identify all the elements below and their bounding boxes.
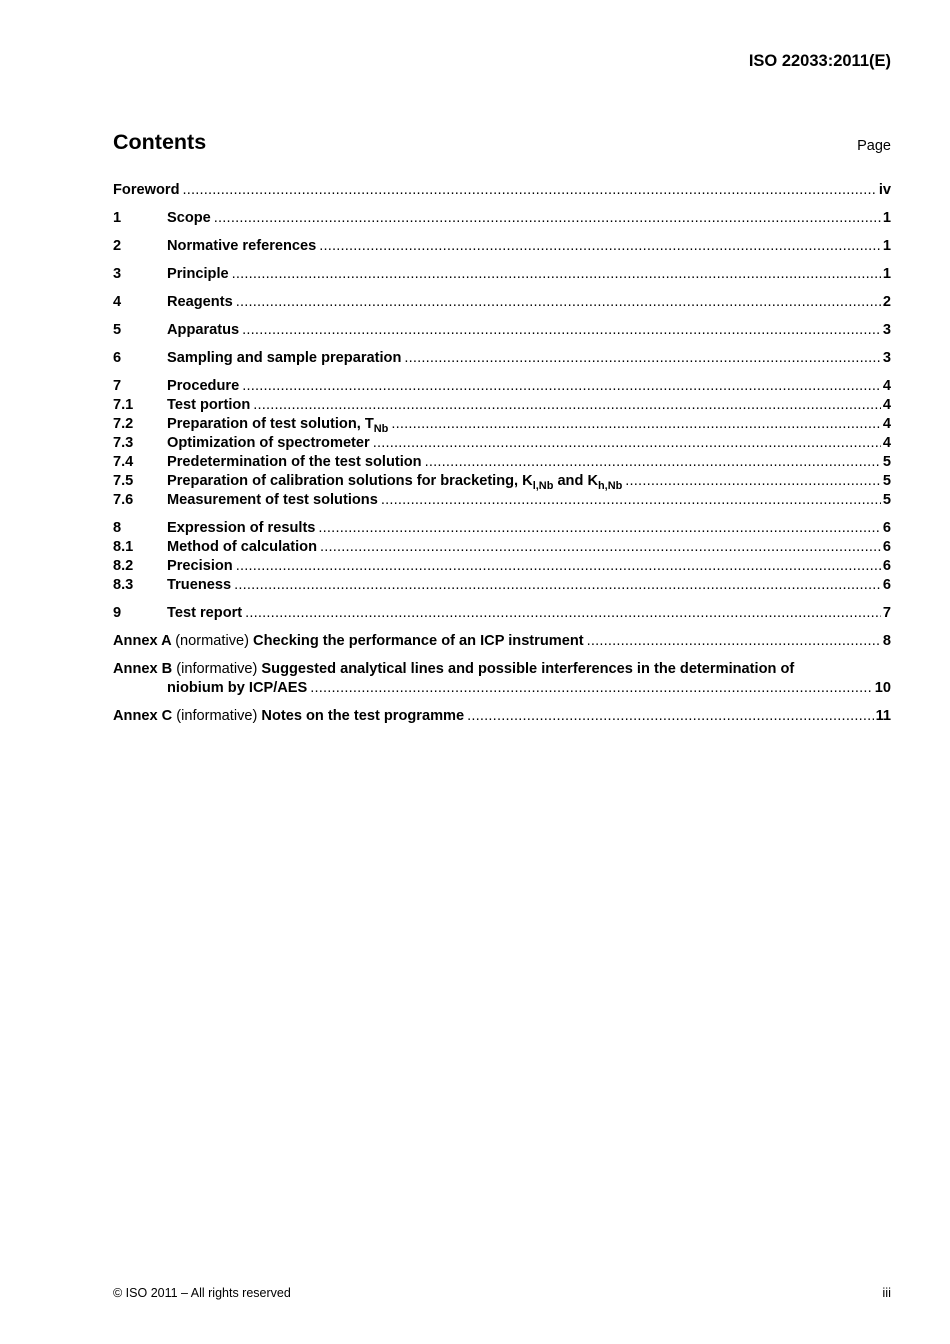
annex-title-continued: niobium by ICP/AES <box>167 680 308 696</box>
toc-title: Normative references <box>167 238 317 254</box>
toc-title: Scope <box>167 210 211 226</box>
toc-page: 11 <box>875 708 891 724</box>
toc-title <box>167 472 622 491</box>
toc-entry-7[interactable] <box>113 377 891 396</box>
toc-title-text: Preparation of calibration solutions for bracketing, K <box>167 473 533 489</box>
dot-leader <box>391 415 881 434</box>
toc-page: 1 <box>882 210 891 226</box>
toc-page: 2 <box>882 294 891 310</box>
toc-title <box>167 415 388 434</box>
dot-leader <box>234 576 881 595</box>
toc-page: 5 <box>882 492 891 508</box>
dot-leader <box>310 679 872 698</box>
toc-number: 7.1 <box>113 397 134 413</box>
annex-title: Notes on the test programme <box>261 708 465 724</box>
dot-leader <box>236 293 881 312</box>
dot-leader <box>373 434 881 453</box>
toc-title: Procedure <box>167 378 240 394</box>
toc-entry-annex-c[interactable] <box>113 707 891 726</box>
document-id: ISO 22033:2011(E) <box>748 52 891 70</box>
toc-entry-5[interactable] <box>113 321 891 340</box>
toc-title: Reagents <box>167 294 233 310</box>
dot-leader <box>242 377 881 396</box>
toc-page: 6 <box>882 539 891 555</box>
toc-number: 2 <box>113 238 122 254</box>
toc-entry-3[interactable] <box>113 265 891 284</box>
toc-title: Optimization of spectrometer <box>167 435 370 451</box>
toc-title: Apparatus <box>167 322 240 338</box>
annex-label: Annex C <box>113 708 173 724</box>
toc-number: 8.3 <box>113 577 134 593</box>
toc-title-subscript: Nb <box>373 422 389 435</box>
toc-number: 7.5 <box>113 473 134 489</box>
annex-b-first-line <box>113 660 891 679</box>
toc-entry-8[interactable] <box>113 519 891 538</box>
toc-page: iv <box>878 182 891 198</box>
toc-entry-foreword[interactable] <box>113 181 891 200</box>
toc-entry-7-3[interactable] <box>113 434 891 453</box>
toc-page: 3 <box>882 322 891 338</box>
toc-page: 10 <box>874 680 891 696</box>
annex-label: Annex B <box>113 661 173 677</box>
toc-page: 4 <box>882 378 891 394</box>
dot-leader <box>404 349 881 368</box>
toc-title: Test portion <box>167 397 251 413</box>
toc-page: 6 <box>882 520 891 536</box>
toc-page: 5 <box>882 473 891 489</box>
page-column-label: Page <box>857 138 891 154</box>
dot-leader <box>319 237 881 256</box>
toc-number: 7.4 <box>113 454 134 470</box>
dot-leader <box>245 604 881 623</box>
toc-title: Predetermination of the test solution <box>167 454 422 470</box>
toc-entry-annex-a[interactable] <box>113 632 891 651</box>
toc-title: Method of calculation <box>167 539 317 555</box>
toc-entry-4[interactable] <box>113 293 891 312</box>
toc-title: Expression of results <box>167 520 316 536</box>
toc-title: Sampling and sample preparation <box>167 350 402 366</box>
dot-leader <box>625 472 881 491</box>
toc-page: 6 <box>882 577 891 593</box>
toc-entry-1[interactable] <box>113 209 891 228</box>
toc-entry-annex-b[interactable] <box>113 660 891 698</box>
toc-number: 7.2 <box>113 416 134 432</box>
toc-title-subscript: h,Nb <box>597 479 623 492</box>
annex-title: Suggested analytical lines and possible interferences in the determination of <box>261 661 795 677</box>
toc-page: 1 <box>882 238 891 254</box>
toc-page: 1 <box>882 266 891 282</box>
table-of-contents <box>113 181 891 726</box>
toc-page: 8 <box>882 633 891 649</box>
toc-page: 4 <box>882 416 891 432</box>
toc-number: 9 <box>113 605 122 621</box>
toc-title: Measurement of test solutions <box>167 492 378 508</box>
dot-leader <box>318 519 880 538</box>
toc-number: 8 <box>113 520 122 536</box>
annex-b-second-line <box>113 679 891 698</box>
toc-number: 7.6 <box>113 492 134 508</box>
toc-title: Foreword <box>113 182 180 198</box>
toc-entry-7-5[interactable] <box>113 472 891 491</box>
toc-number: 3 <box>113 266 122 282</box>
dot-leader <box>236 557 881 576</box>
toc-title: Test report <box>167 605 243 621</box>
toc-page: 5 <box>882 454 891 470</box>
dot-leader <box>381 491 881 510</box>
toc-title: Precision <box>167 558 233 574</box>
footer-copyright: © ISO 2011 – All rights reserved <box>113 1286 291 1300</box>
toc-number: 1 <box>113 210 122 226</box>
contents-heading: Contents <box>113 130 207 154</box>
toc-entry-7-4[interactable] <box>113 453 891 472</box>
toc-title <box>113 707 464 726</box>
toc-number: 5 <box>113 322 122 338</box>
annex-type: (informative) <box>176 708 258 724</box>
footer-page-number: iii <box>882 1285 891 1300</box>
toc-entry-8-2[interactable] <box>113 557 891 576</box>
toc-number: 7 <box>113 378 122 394</box>
dot-leader <box>425 453 881 472</box>
dot-leader <box>320 538 881 557</box>
toc-number: 4 <box>113 294 122 310</box>
toc-title-text: and K <box>553 473 598 489</box>
toc-entry-7-2[interactable] <box>113 415 891 434</box>
toc-title: Principle <box>167 266 229 282</box>
annex-title: Checking the performance of an ICP instrument <box>253 633 584 649</box>
toc-entry-7-1[interactable] <box>113 396 891 415</box>
toc-number: 6 <box>113 350 122 366</box>
toc-page: 3 <box>882 350 891 366</box>
toc-page: 7 <box>882 605 891 621</box>
toc-entry-7-6[interactable] <box>113 491 891 510</box>
dot-leader <box>253 396 881 415</box>
dot-leader <box>242 321 881 340</box>
toc-page: 4 <box>882 397 891 413</box>
toc-title-subscript: l,Nb <box>532 479 554 492</box>
annex-type: (normative) <box>175 633 249 649</box>
dot-leader <box>232 265 881 284</box>
toc-entry-2[interactable] <box>113 237 891 256</box>
toc-entry-8-1[interactable] <box>113 538 891 557</box>
dot-leader <box>214 209 881 228</box>
toc-page: 6 <box>882 558 891 574</box>
toc-title-text: Preparation of test solution, T <box>167 416 374 432</box>
dot-leader <box>587 632 881 651</box>
annex-type: (informative) <box>176 661 258 677</box>
toc-number: 8.2 <box>113 558 134 574</box>
toc-number: 7.3 <box>113 435 134 451</box>
toc-entry-8-3[interactable] <box>113 576 891 595</box>
toc-entry-6[interactable] <box>113 349 891 368</box>
toc-page: 4 <box>882 435 891 451</box>
toc-entry-9[interactable] <box>113 604 891 623</box>
toc-title: Trueness <box>167 577 232 593</box>
dot-leader <box>467 707 873 726</box>
toc-number: 8.1 <box>113 539 134 555</box>
toc-title <box>113 632 584 651</box>
annex-label: Annex A <box>113 633 172 649</box>
dot-leader <box>182 181 876 200</box>
